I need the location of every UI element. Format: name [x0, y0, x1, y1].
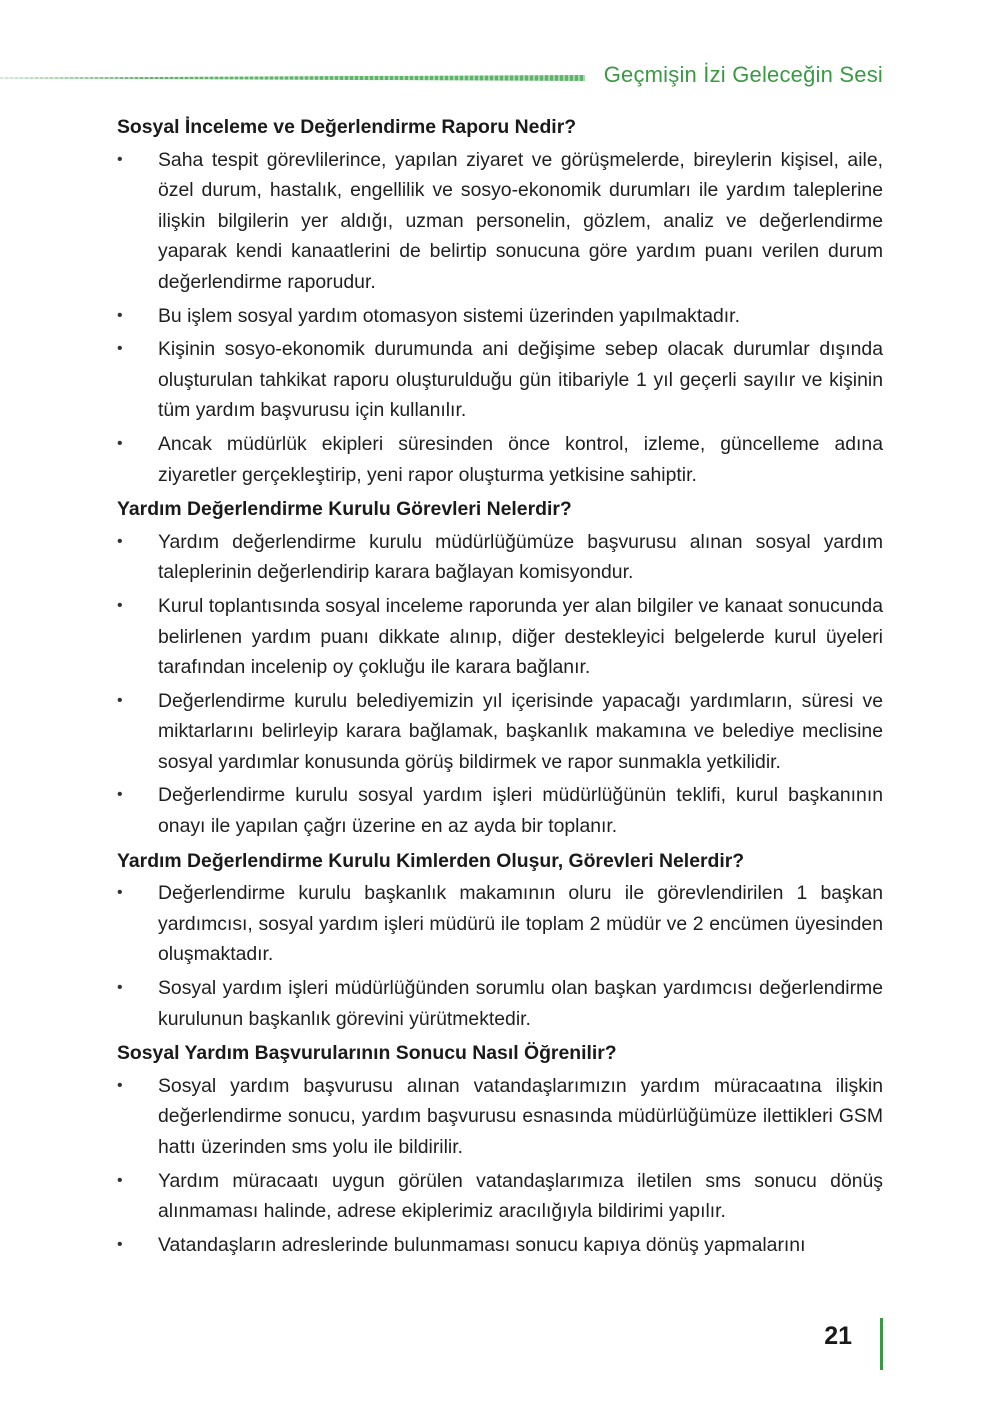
- list-item-text: Değerlendirme kurulu belediyemizin yıl içerisinde yapacağı yardımların, süresi ve miktarlarını belirleyip karara bağlamak, başkanlık makamına ve belediye meclisine sosyal yardımlar konusunda görüş bildirmek ve rapor sunmakla yetkilidir.: [158, 689, 883, 773]
- list-item: [117, 429, 883, 490]
- section-committee-duties: [117, 494, 883, 842]
- bullet-icon: •: [117, 150, 123, 168]
- bullet-icon: •: [117, 979, 123, 997]
- section-report-definition: [117, 112, 883, 490]
- list-item-text: Yardım değerlendirme kurulu müdürlüğümüze başvurusu alınan sosyal yardım taleplerinin değerlendirip karara bağlayan komisyondur.: [158, 530, 883, 584]
- bullet-icon: •: [117, 596, 123, 614]
- section-heading: Yardım Değerlendirme Kurulu Kimlerden Oluşur, Görevleri Nelerdir?: [117, 849, 745, 872]
- bullet-list: [117, 145, 883, 491]
- section-heading: Yardım Değerlendirme Kurulu Görevleri Nelerdir?: [117, 498, 572, 521]
- list-item: [117, 878, 883, 970]
- list-item: [117, 1166, 883, 1227]
- list-item-text: Sosyal yardım işleri müdürlüğünden sorumlu olan başkan yardımcısı değerlendirme kurulunun başkanlık görevini yürütmektedir.: [158, 977, 883, 1030]
- bullet-icon: •: [117, 884, 123, 902]
- running-header-title: Geçmişin İzi Geleceğin Sesi: [603, 62, 883, 87]
- list-item: [117, 686, 883, 778]
- list-item-text: Vatandaşların adreslerinde bulunmaması sonucu kapıya dönüş yapmalarını: [158, 1233, 806, 1256]
- list-item: [117, 780, 883, 841]
- list-item: [117, 334, 883, 426]
- list-item: [117, 1071, 883, 1163]
- list-item: [117, 973, 883, 1034]
- bullet-icon: •: [117, 340, 123, 358]
- list-item: [117, 591, 883, 683]
- section-committee-members: [117, 846, 883, 1035]
- bullet-icon: •: [117, 1076, 123, 1094]
- bullet-icon: •: [117, 786, 123, 804]
- bullet-icon: •: [117, 691, 123, 709]
- footer-accent-rule: [880, 1318, 883, 1370]
- section-heading: Sosyal Yardım Başvurularının Sonucu Nasıl Öğrenilir?: [117, 1042, 617, 1065]
- list-item-text: Değerlendirme kurulu başkanlık makamının oluru ile görevlendirilen 1 başkan yardımcısı, sosyal yardım işleri müdürü ile toplam 2 müdür ve 2 encümen üyesinden oluşmaktadır.: [158, 882, 883, 966]
- list-item-text: Saha tespit görevlilerince, yapılan ziyaret ve görüşmelerde, bireylerin kişisel, aile, özel durum, hastalık, engellilik ve sosyo-ekonomik durumları ile yardım taleplerine ilişkin bilgilerin yer aldığı, uzman personelin, gözlem, analiz ve değerlendirme yaparak kendi kanaatlerini de belirtip sonucuna göre yardım puanı verilen durum değerlendirme raporudur.: [158, 148, 883, 293]
- list-item: [117, 301, 883, 332]
- page-number: 21: [824, 1322, 852, 1350]
- list-item-text: Ancak müdürlük ekipleri süresinden önce kontrol, izleme, güncelleme adına ziyaretler gerçekleştirip, yeni rapor oluşturma yetkisine sahiptir.: [158, 432, 883, 486]
- section-heading: Sosyal İnceleme ve Değerlendirme Raporu Nedir?: [117, 116, 577, 138]
- page-content: [117, 112, 883, 1264]
- list-item-text: Bu işlem sosyal yardım otomasyon sistemi üzerinden yapılmaktadır.: [158, 304, 740, 327]
- list-item-text: Kişinin sosyo-ekonomik durumunda ani değişime sebep olacak durumlar dışında oluşturulan tahkikat raporu oluşturulduğu gün itibariyle 1 yıl geçerli sayılır ve kişinin tüm yardım başvurusu için kullanılır.: [158, 338, 883, 422]
- section-application-results: [117, 1038, 883, 1260]
- bullet-icon: •: [117, 434, 123, 452]
- bullet-icon: •: [117, 306, 123, 324]
- bullet-icon: •: [117, 1171, 123, 1189]
- list-item-text: Sosyal yardım başvurusu alınan vatandaşlarımızın yardım müracaatına ilişkin değerlendirme sonucu, yardım başvurusu esnasında müdürlüğümüze ilettikleri GSM hattı üzerinden sms yolu ile bildirilir.: [158, 1074, 883, 1158]
- bullet-list: [117, 1071, 883, 1261]
- bullet-icon: •: [117, 532, 123, 550]
- list-item-text: Yardım müracaatı uygun görülen vatandaşlarımıza iletilen sms sonucu dönüş alınmaması halinde, adrese ekiplerimiz aracılığıyla bildirimi yapılır.: [158, 1169, 883, 1223]
- list-item: [117, 527, 883, 588]
- bullet-list: [117, 527, 883, 842]
- bullet-icon: •: [117, 1235, 123, 1253]
- list-item: [117, 145, 883, 298]
- list-item-text: Değerlendirme kurulu sosyal yardım işleri müdürlüğünün teklifi, kurul başkanının onayı ile yapılan çağrı üzerine en az ayda bir toplanır.: [158, 784, 883, 838]
- list-item: [117, 1230, 883, 1261]
- header-decorative-rule: [0, 75, 585, 81]
- list-item-text: Kurul toplantısında sosyal inceleme raporunda yer alan bilgiler ve kanaat sonucunda belirlenen yardım puanı dikkate alınıp, diğer destekleyici belgelerde kurul üyeleri tarafından incelenip oy çokluğu ile karara bağlanır.: [158, 594, 883, 679]
- bullet-list: [117, 878, 883, 1034]
